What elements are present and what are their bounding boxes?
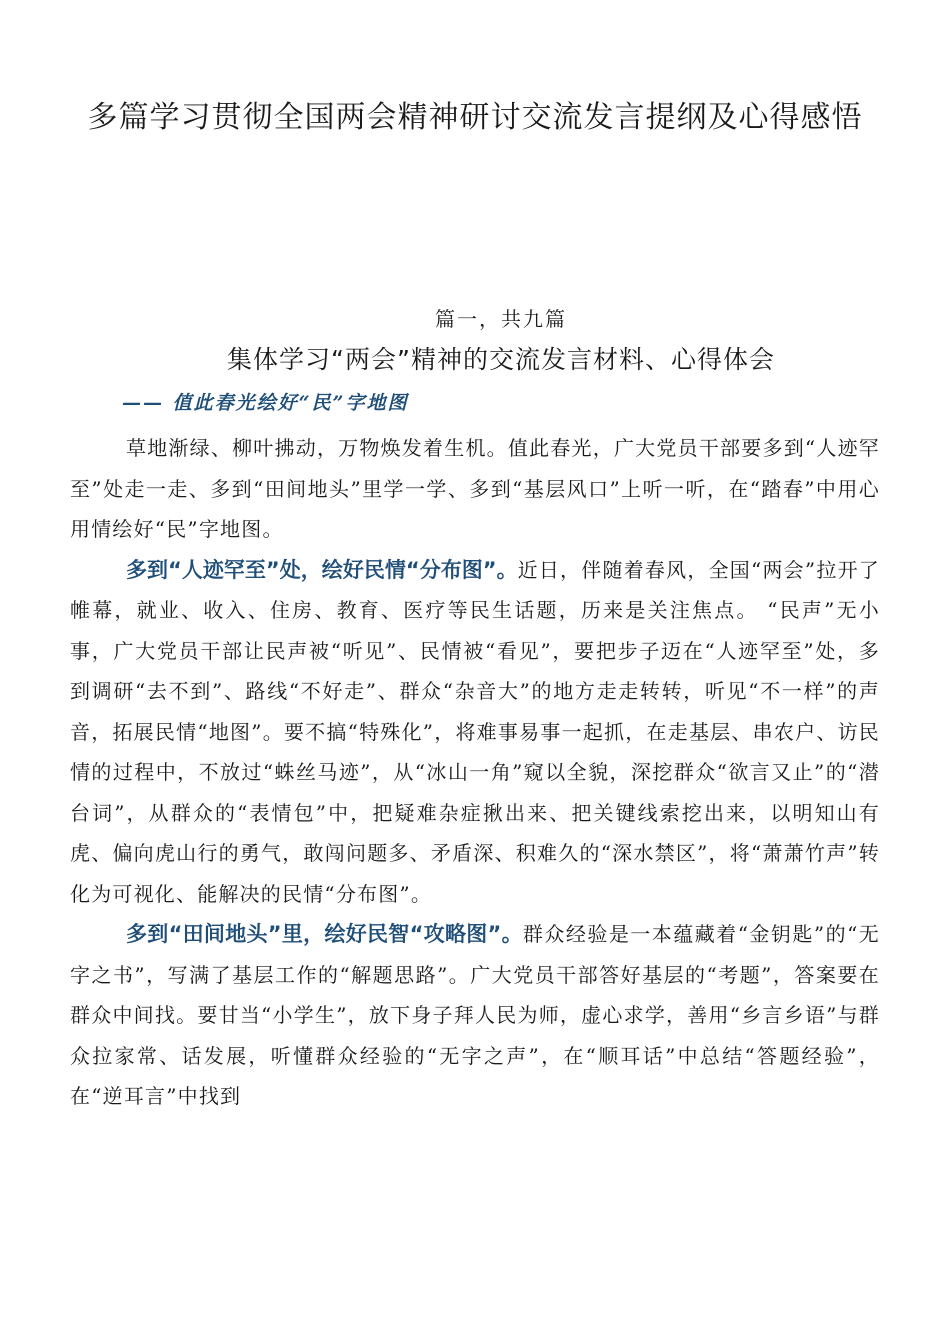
paragraph-intro — [70, 428, 880, 550]
paragraph-text: 近日，伴随着春风，全国“两会”拉开了帷幕，就业、收入、住房、教育、医疗等民生话题，历来是关注焦点。 “民声”无小事，广大党员干部让民声被“听见”、民情被“看见”，要把步子迈在“人迹罕至”处，多到调研“去不到”、路线“不好走”、群众“杂音大”的地方走走转转，听见“不一样”的声音，拓展民情“地图”。要不搞“特殊化”，将难事易事一起抓，在走基层、串农户、访民情的过程中，不放过“蛛丝马迹”，从“冰山一角”窥以全貌，深挖群众“欲言又止”的“潜台词”，从群众的“表情包”中，把疑难杂症揪出来、把关键线索挖出来，以明知山有虎、偏向虎山行的勇气，敢闯问题多、矛盾深、积难久的“深水禁区”，将“萧萧竹声”转化为可视化、能解决的民情“分布图”。 — [70, 557, 880, 906]
paragraph-heading: 多到“田间地头”里，绘好民智“攻略图”。 — [126, 922, 523, 946]
paragraph-text: 草地渐绿、柳叶拂动，万物焕发着生机。值此春光，广大党员干部要多到“人迹罕至”处走一走、多到“田间地头”里学一学、多到“基层风口”上听一听，在“踏春”中用心用情绘好“民”字地图。 — [70, 436, 880, 541]
document-title: 多篇学习贯彻全国两会精神研讨交流发言提纲及心得感悟 — [87, 100, 863, 135]
article-body — [70, 428, 880, 1117]
paragraph-heading: 多到“人迹罕至”处，绘好民情“分布图”。 — [126, 557, 518, 582]
section-title: 集体学习“两会”精神的交流发言材料、心得体会 — [227, 345, 775, 374]
paragraph-text: 群众经验是一本蕴藏着“金钥匙”的“无字之书”，写满了基层工作的“解题思路”。广大党员干部答好基层的“考题”，答案要在群众中间找。要甘当“小学生”，放下身子拜人民为师，虚心求学，善用“乡言乡语”与群众拉家常、话发展，听懂群众经验的“无字之声”，在“顺耳话”中总结“答题经验”，在“逆耳言”中找到 — [70, 922, 880, 1108]
section-subtitle: —— 值此春光绘好“民”字地图 — [122, 392, 409, 414]
paragraph-section-1 — [70, 550, 880, 915]
paragraph-section-2 — [70, 914, 880, 1117]
section-count-label: 篇一，共九篇 — [435, 307, 567, 331]
